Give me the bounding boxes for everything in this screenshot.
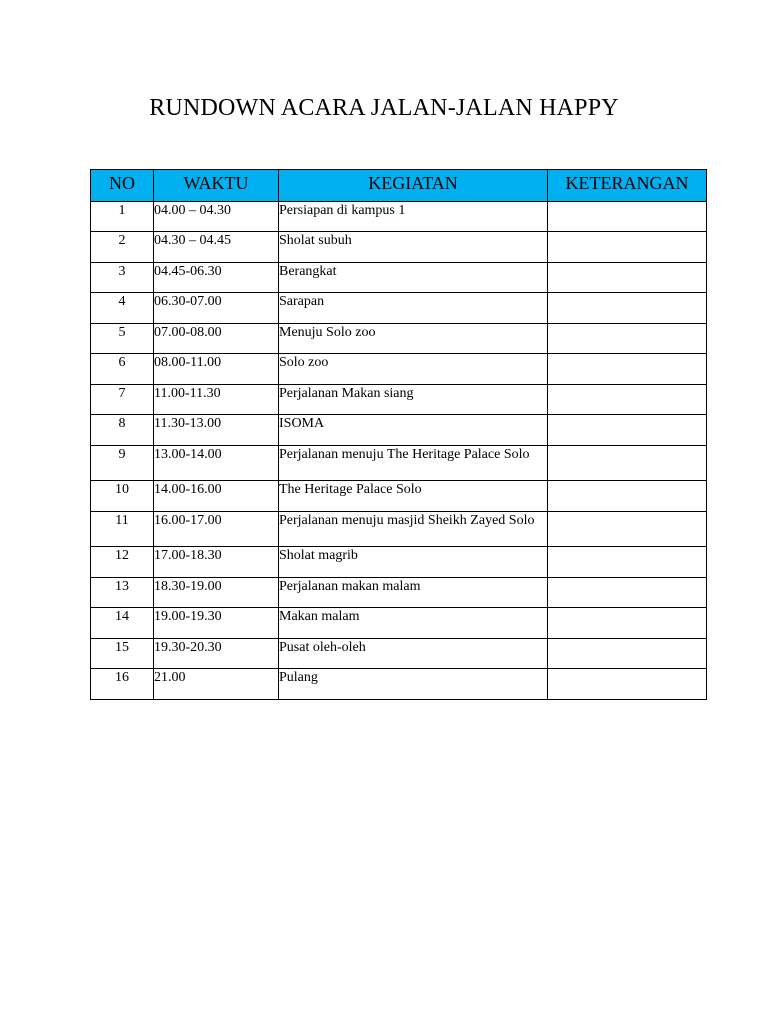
row-time: 21.00 bbox=[154, 669, 279, 700]
row-number: 5 bbox=[91, 324, 154, 354]
table-header-row bbox=[91, 170, 707, 202]
row-number: 11 bbox=[91, 512, 154, 547]
table-row bbox=[91, 639, 707, 669]
row-activity: Sholat subuh bbox=[279, 232, 548, 263]
table-row bbox=[91, 293, 707, 324]
row-activity: Perjalanan menuju masjid Sheikh Zayed Solo bbox=[279, 512, 548, 547]
row-time: 16.00-17.00 bbox=[154, 512, 279, 547]
row-number: 12 bbox=[91, 547, 154, 578]
row-note bbox=[548, 547, 707, 578]
row-activity: Makan malam bbox=[279, 608, 548, 639]
table-row bbox=[91, 415, 707, 446]
row-time: 18.30-19.00 bbox=[154, 578, 279, 608]
table-row bbox=[91, 669, 707, 700]
table-row bbox=[91, 354, 707, 385]
table-row bbox=[91, 578, 707, 608]
table-row bbox=[91, 446, 707, 481]
row-note bbox=[548, 512, 707, 547]
row-note bbox=[548, 293, 707, 324]
row-number: 15 bbox=[91, 639, 154, 669]
row-note bbox=[548, 354, 707, 385]
row-activity: Solo zoo bbox=[279, 354, 548, 385]
row-number: 16 bbox=[91, 669, 154, 700]
row-number: 6 bbox=[91, 354, 154, 385]
table-row bbox=[91, 481, 707, 512]
row-number: 13 bbox=[91, 578, 154, 608]
table-row bbox=[91, 324, 707, 354]
table-row bbox=[91, 608, 707, 639]
row-number: 9 bbox=[91, 446, 154, 481]
row-note bbox=[548, 324, 707, 354]
row-time: 11.30-13.00 bbox=[154, 415, 279, 446]
table-row bbox=[91, 385, 707, 415]
row-time: 14.00-16.00 bbox=[154, 481, 279, 512]
row-time: 19.30-20.30 bbox=[154, 639, 279, 669]
row-time: 04.30 – 04.45 bbox=[154, 232, 279, 263]
row-time: 04.00 – 04.30 bbox=[154, 202, 279, 232]
row-number: 10 bbox=[91, 481, 154, 512]
row-note bbox=[548, 415, 707, 446]
row-time: 13.00-14.00 bbox=[154, 446, 279, 481]
row-note bbox=[548, 578, 707, 608]
row-time: 06.30-07.00 bbox=[154, 293, 279, 324]
row-number: 14 bbox=[91, 608, 154, 639]
rundown-table bbox=[90, 169, 707, 700]
row-time: 07.00-08.00 bbox=[154, 324, 279, 354]
row-activity: Perjalanan menuju The Heritage Palace Solo bbox=[279, 446, 548, 481]
row-time: 11.00-11.30 bbox=[154, 385, 279, 415]
table-row bbox=[91, 547, 707, 578]
row-number: 4 bbox=[91, 293, 154, 324]
row-note bbox=[548, 263, 707, 293]
row-activity: Sarapan bbox=[279, 293, 548, 324]
row-note bbox=[548, 481, 707, 512]
row-note bbox=[548, 385, 707, 415]
row-activity: The Heritage Palace Solo bbox=[279, 481, 548, 512]
row-activity: Pulang bbox=[279, 669, 548, 700]
row-activity: Menuju Solo zoo bbox=[279, 324, 548, 354]
row-note bbox=[548, 608, 707, 639]
table-row bbox=[91, 232, 707, 263]
table-row bbox=[91, 263, 707, 293]
header-kegiatan: KEGIATAN bbox=[279, 170, 548, 202]
document-title: RUNDOWN ACARA JALAN-JALAN HAPPY bbox=[149, 95, 619, 121]
header-no: NO bbox=[91, 170, 154, 202]
row-number: 3 bbox=[91, 263, 154, 293]
row-number: 8 bbox=[91, 415, 154, 446]
row-number: 2 bbox=[91, 232, 154, 263]
row-activity: Perjalanan Makan siang bbox=[279, 385, 548, 415]
row-activity: Pusat oleh-oleh bbox=[279, 639, 548, 669]
row-note bbox=[548, 202, 707, 232]
row-activity: ISOMA bbox=[279, 415, 548, 446]
row-activity: Perjalanan makan malam bbox=[279, 578, 548, 608]
row-note bbox=[548, 669, 707, 700]
row-number: 1 bbox=[91, 202, 154, 232]
row-time: 19.00-19.30 bbox=[154, 608, 279, 639]
table-row bbox=[91, 202, 707, 232]
header-keterangan: KETERANGAN bbox=[548, 170, 707, 202]
row-note bbox=[548, 446, 707, 481]
row-note bbox=[548, 639, 707, 669]
row-time: 08.00-11.00 bbox=[154, 354, 279, 385]
table-row bbox=[91, 512, 707, 547]
row-time: 17.00-18.30 bbox=[154, 547, 279, 578]
row-time: 04.45-06.30 bbox=[154, 263, 279, 293]
row-note bbox=[548, 232, 707, 263]
row-activity: Sholat magrib bbox=[279, 547, 548, 578]
row-activity: Berangkat bbox=[279, 263, 548, 293]
row-activity: Persiapan di kampus 1 bbox=[279, 202, 548, 232]
row-number: 7 bbox=[91, 385, 154, 415]
header-waktu: WAKTU bbox=[154, 170, 279, 202]
